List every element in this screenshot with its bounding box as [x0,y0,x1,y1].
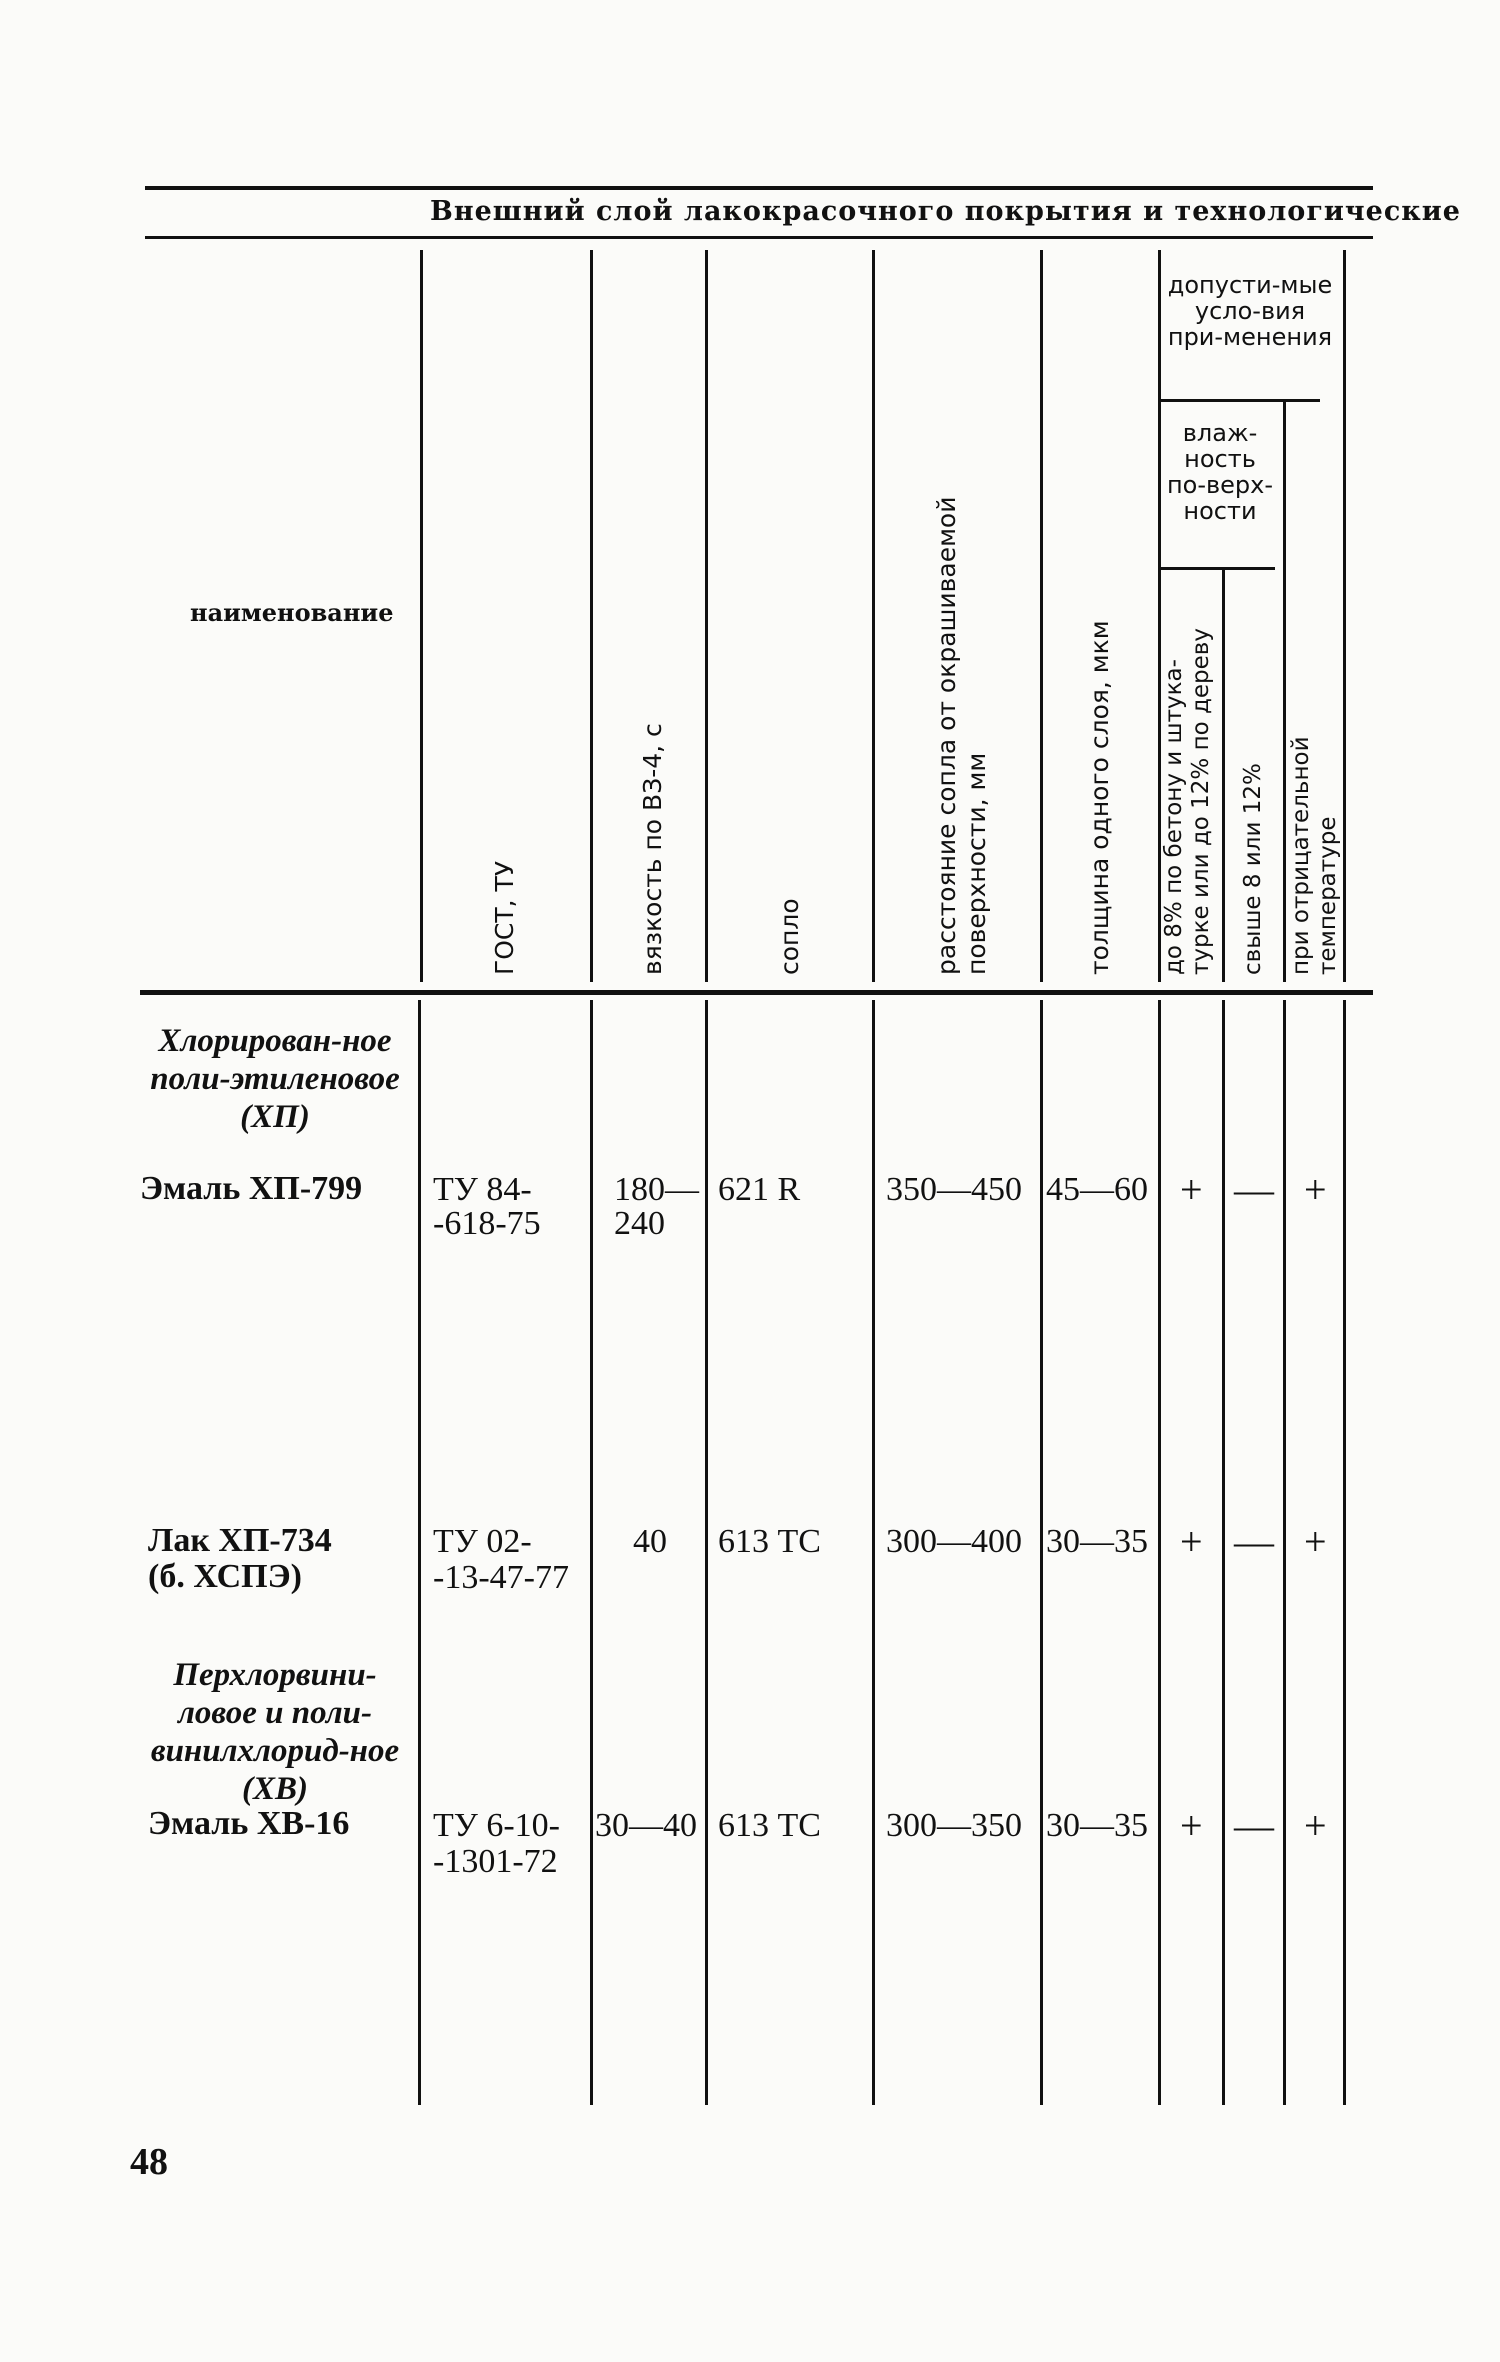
body-sep-9 [1343,1000,1346,2105]
body-sep-1 [418,1000,421,2105]
hum-low-sign: + [1180,1803,1203,1848]
column-header-viscosity: вязкость по ВЗ-4, с [638,723,667,975]
col-sep-5 [1040,250,1043,982]
gost-value-1: ТУ 84- [433,1171,532,1208]
col-sep-1 [420,250,423,982]
neg-temp-sign: + [1304,1167,1327,1212]
page-number: 48 [130,2141,168,2183]
body-sep-4 [872,1000,875,2105]
nozzle-value: 613 ТС [718,1807,821,1844]
gost-value-2: -1301-72 [433,1843,558,1880]
column-header-hum-low-2: турке или до 12% по дереву [1188,628,1214,975]
column-header-neg-temp-1: при отрицательной [1288,736,1314,975]
col-sep-4 [872,250,875,982]
humidity-rule [1160,567,1275,570]
hum-high-sign: — [1234,1167,1274,1212]
column-header-name: наименование [190,598,394,627]
body-sep-7 [1222,1000,1225,2105]
group-title: Внешний слой лакокрасочного покрытия и технологические [430,196,1461,227]
category-label: Хлорирован-ное поли-этиленовое (ХП) [150,1023,400,1135]
viscosity-value: 40 [633,1523,667,1560]
column-header-distance-2: поверхности, мм [962,752,991,975]
column-header-gost: ГОСТ, ТУ [490,860,519,975]
distance-value: 300—350 [886,1807,1022,1844]
neg-temp-sign: + [1304,1803,1327,1848]
column-header-hum-low-1: до 8% по бетону и штука- [1161,659,1187,975]
material-name-alt: (б. ХСПЭ) [148,1558,302,1595]
col-sep-8 [1283,402,1286,982]
nozzle-value: 621 R [718,1171,801,1208]
col-sep-3 [705,250,708,982]
thickness-value: 45—60 [1046,1171,1148,1208]
nozzle-value: 613 ТС [718,1523,821,1560]
allowed-conditions-rule [1160,399,1320,402]
col-sep-2 [590,250,593,982]
body-sep-3 [705,1000,708,2105]
gost-value-2: -618-75 [433,1205,541,1242]
gost-value-1: ТУ 02- [433,1523,532,1560]
column-header-nozzle: сопло [775,898,804,975]
hum-high-sign: — [1234,1519,1274,1564]
col-sep-7 [1222,570,1225,982]
body-sep-6 [1158,1000,1161,2105]
material-name: Эмаль ХП-799 [140,1170,363,1207]
surface-humidity-header: влаж-ность по-верх-ности [1166,419,1274,525]
hum-low-sign: + [1180,1519,1203,1564]
hum-low-sign: + [1180,1167,1203,1212]
body-sep-5 [1040,1000,1043,2105]
body-sep-8 [1283,1000,1286,2105]
column-header-hum-high: свыше 8 или 12% [1240,763,1266,975]
neg-temp-sign: + [1304,1519,1327,1564]
viscosity-value: 30—40 [595,1807,697,1844]
gost-value-1: ТУ 6-10- [433,1807,560,1844]
body-sep-2 [590,1000,593,2105]
category-label: Перхлорвини-ловое и поли-винилхлорид-ное (ХВ) [150,1657,400,1807]
col-sep-9 [1343,250,1346,982]
distance-value: 350—450 [886,1171,1022,1208]
header-bottom-rule [140,990,1373,995]
hum-high-sign: — [1234,1803,1274,1848]
column-header-thickness: толщина одного слоя, мкм [1085,620,1114,975]
header-group-rule [145,236,1373,239]
top-rule [145,186,1373,190]
column-header-neg-temp-2: температуре [1315,816,1341,975]
column-header-distance-1: расстояние сопла от окрашиваемой [932,496,961,975]
material-name: Лак ХП-734 [148,1522,332,1559]
viscosity-value-1: 180— [614,1171,699,1208]
distance-value: 300—400 [886,1523,1022,1560]
allowed-conditions-header: допусти-мые усло-вия при-менения [1167,271,1333,351]
gost-value-2: -13-47-77 [433,1559,569,1596]
viscosity-value-2: 240 [614,1205,665,1242]
thickness-value: 30—35 [1046,1523,1148,1560]
material-name: Эмаль ХВ-16 [148,1805,350,1842]
thickness-value: 30—35 [1046,1807,1148,1844]
